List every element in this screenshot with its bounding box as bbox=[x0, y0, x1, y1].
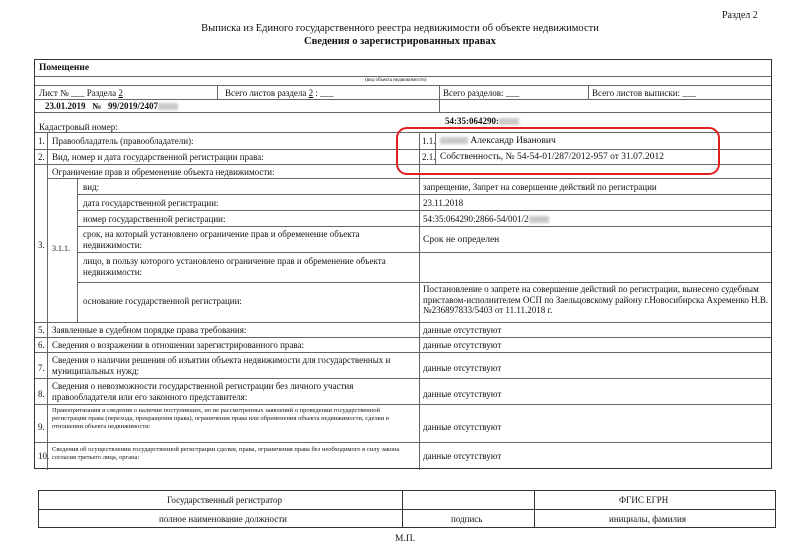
enc-basis-label: основание государственной регистрации: bbox=[83, 296, 242, 306]
right-registration: Собственность, № 54-54-01/287/2012-957 от 31.07.2012 bbox=[440, 152, 665, 162]
document-title: Выписка из Единого государственного реестра недвижимости об объекте недвижимости bbox=[201, 23, 599, 34]
row-8-value: данные отсутствуют bbox=[423, 389, 502, 399]
signature-caption: подпись bbox=[451, 514, 483, 524]
encumbrance-label: Ограничение прав и обременение объекта недвижимости: bbox=[52, 167, 275, 177]
row-2-num: 2. bbox=[38, 152, 45, 162]
enc-type-value: запрещение, Запрет на совершение действий по регистрации bbox=[423, 182, 657, 192]
enc-basis-value: Постановление о запрете на совершение действий по регистрации, вынесено судебным приставом-исполнителем ОСП по Заельцовскому району г.Новосибирска Ахременко Н.В. №236897833/5403 от 11.11.2018 г. bbox=[423, 284, 769, 315]
row-6-label: Сведения о возражении в отношении зарегистрированного права: bbox=[52, 340, 305, 350]
enc-beneficiary-label: лицо, в пользу которого установлено ограничение прав и обременение объекта недвижимости: bbox=[83, 256, 386, 277]
highlight-annotation bbox=[396, 127, 720, 175]
name-caption: инициалы, фамилия bbox=[609, 514, 686, 524]
row-5-value: данные отсутствуют bbox=[423, 325, 502, 335]
position-caption: полное наименование должности bbox=[159, 514, 287, 524]
row-6-num: 6. bbox=[38, 340, 45, 350]
total-sections: Всего разделов: ___ bbox=[443, 88, 520, 98]
row-9-value: данные отсутствуют bbox=[423, 422, 502, 432]
cadastral-number: 54:35:064290: bbox=[445, 116, 519, 127]
rights-table bbox=[34, 59, 772, 469]
row-7-label: Сведения о наличии решения об изъятии объекта недвижимости для государственных и муниципальных нужд: bbox=[52, 355, 391, 376]
row-5-label: Заявленные в судебном порядке права требования: bbox=[52, 325, 247, 335]
row-8-num: 8. bbox=[38, 389, 45, 399]
row-8-label: Сведения о невозможности государственной регистрации без личного участия правообладателя или его законного представителя: bbox=[52, 381, 354, 402]
row-10-num: 10. bbox=[38, 451, 50, 461]
row-3-num: 3. bbox=[38, 240, 45, 250]
row-7-num: 7. bbox=[38, 363, 45, 373]
row-9-label: Правопритязания и сведения о наличии поступивших, но не рассмотренных заявлений о проведении государственной регистрации права (перехода, прекращения права), ограничения права или обременения объекта недвижимости, сделки в отношении объекта недвижимости: bbox=[52, 407, 389, 430]
object-type: Помещение bbox=[39, 63, 90, 73]
row-7-value: данные отсутствуют bbox=[423, 363, 502, 373]
enc-term-value: Срок не определен bbox=[423, 235, 500, 245]
sheet-info: Лист № ___ Раздела 2 bbox=[39, 88, 123, 98]
enc-type-label: вид: bbox=[83, 182, 100, 192]
row-3-sub: 3.1.1. bbox=[52, 244, 70, 253]
enc-number-value: 54:35:064290:2866-54/001/2 bbox=[423, 214, 549, 225]
row-1-sub: 1.1. bbox=[422, 136, 436, 146]
owner-name: Александр Иванович bbox=[440, 136, 556, 147]
total-section-sheets: Всего листов раздела 2 : ___ bbox=[225, 88, 334, 98]
stamp-place: М.П. bbox=[395, 534, 416, 544]
row-2-label: Вид, номер и дата государственной регистрации права: bbox=[52, 152, 264, 162]
extract-date-number: 23.01.2019 № 99/2019/2407 bbox=[45, 101, 178, 112]
row-5-num: 5. bbox=[38, 325, 45, 335]
section-number: Раздел 2 bbox=[722, 10, 758, 21]
document-subtitle: Сведения о зарегистрированных правах bbox=[304, 36, 496, 47]
enc-date-label: дата государственной регистрации: bbox=[83, 198, 219, 208]
row-6-value: данные отсутствуют bbox=[423, 340, 502, 350]
row-2-sub: 2.1. bbox=[422, 152, 436, 162]
signature-block bbox=[38, 490, 776, 528]
enc-term-label: срок, на который установлено ограничение прав и обременение объекта недвижимости: bbox=[83, 229, 360, 250]
system-name: ФГИС ЕГРН bbox=[619, 495, 669, 505]
row-10-label: Сведения об осуществлении государственной регистрации сделки, права, ограничения права без необходимого в силу закона согласия третьего лица, органа: bbox=[52, 446, 400, 461]
total-sheets: Всего листов выписки: ___ bbox=[592, 88, 696, 98]
registrar-title: Государственный регистратор bbox=[167, 495, 283, 505]
row-1-num: 1. bbox=[38, 136, 45, 146]
cadastral-label: Кадастровый номер: bbox=[39, 122, 118, 132]
row-1-label: Правообладатель (правообладатели): bbox=[52, 136, 194, 146]
row-10-value: данные отсутствуют bbox=[423, 451, 502, 461]
row-9-num: 9. bbox=[38, 422, 45, 432]
enc-date-value: 23.11.2018 bbox=[423, 198, 464, 208]
object-type-caption: (вид объекта недвижимости) bbox=[365, 78, 427, 83]
enc-number-label: номер государственной регистрации: bbox=[83, 214, 226, 224]
